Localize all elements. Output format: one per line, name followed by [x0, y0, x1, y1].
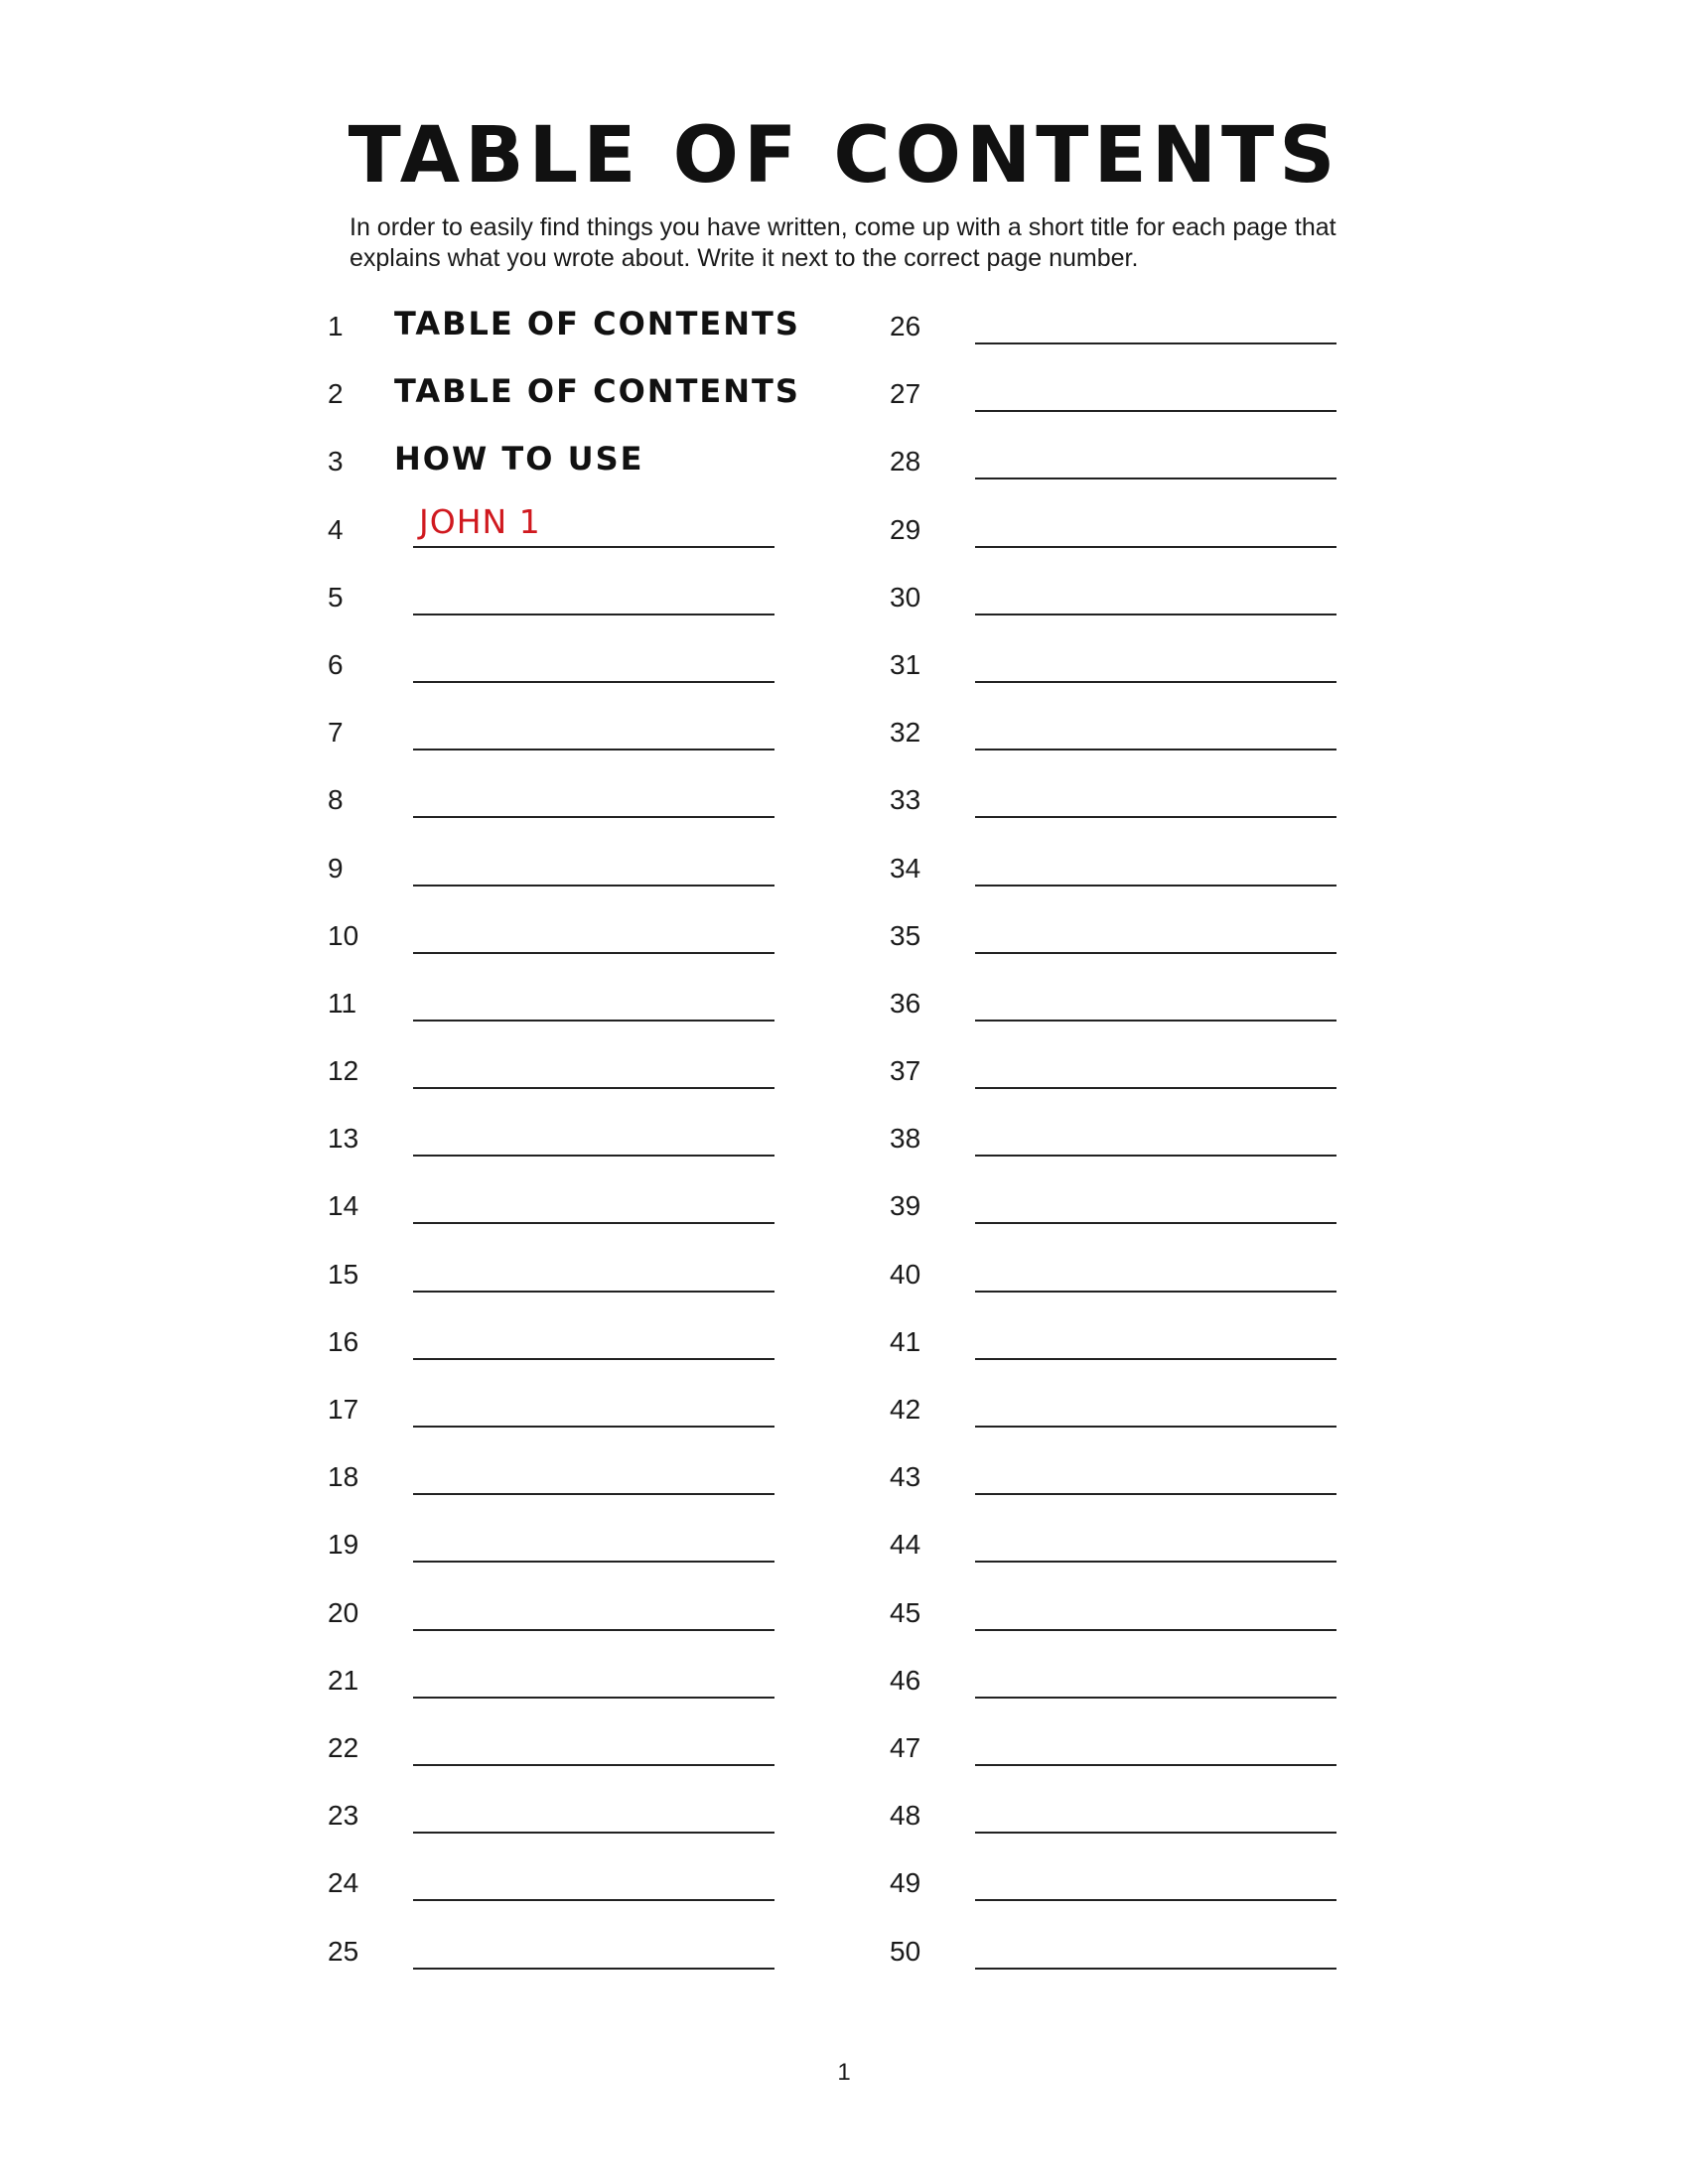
toc-row [328, 1518, 824, 1585]
toc-row [888, 367, 1384, 435]
page-number-label: 31 [890, 648, 921, 680]
title-write-line[interactable] [975, 1629, 1336, 1631]
page-number-label: 21 [328, 1664, 359, 1696]
title-write-line[interactable] [975, 749, 1336, 751]
page-number-label: 24 [328, 1867, 359, 1899]
title-write-line[interactable] [413, 885, 774, 887]
page-number-label: 9 [328, 852, 344, 884]
toc-row [888, 1721, 1384, 1789]
toc-row [328, 1179, 824, 1247]
toc-row [888, 300, 1384, 367]
page-number-label: 36 [890, 987, 921, 1019]
page-number-label: 42 [890, 1394, 921, 1425]
title-write-line[interactable] [975, 1087, 1336, 1089]
toc-row [888, 435, 1384, 502]
title-write-line[interactable] [975, 614, 1336, 615]
page-number-label: 6 [328, 648, 344, 680]
page-number-label: 38 [890, 1123, 921, 1155]
toc-row [328, 1789, 824, 1856]
page-number-label: 16 [328, 1325, 359, 1357]
toc-row [888, 1654, 1384, 1721]
title-write-line[interactable] [413, 1291, 774, 1293]
page-number-label: 13 [328, 1123, 359, 1155]
page-title: TABLE OF CONTENTS [348, 111, 1340, 201]
page-number-label: 12 [328, 1055, 359, 1087]
page-number-label: 50 [890, 1935, 921, 1967]
toc-row [888, 1383, 1384, 1450]
toc-column-right [888, 300, 1384, 1992]
toc-row [328, 1450, 824, 1518]
title-write-line[interactable] [413, 1087, 774, 1089]
toc-row [888, 842, 1384, 909]
toc-row [888, 1518, 1384, 1585]
toc-row [888, 503, 1384, 571]
title-write-line[interactable] [975, 478, 1336, 479]
page-number-label: 22 [328, 1731, 359, 1763]
title-write-line[interactable] [975, 1291, 1336, 1293]
toc-row [328, 1383, 824, 1450]
title-write-line[interactable] [975, 1020, 1336, 1022]
toc-row [328, 842, 824, 909]
title-write-line[interactable] [413, 816, 774, 818]
page-number-label: 33 [890, 784, 921, 816]
toc-row [888, 909, 1384, 977]
title-write-line[interactable] [975, 816, 1336, 818]
page-number-label: 44 [890, 1529, 921, 1561]
page-number-label: 34 [890, 852, 921, 884]
page-number-label: 45 [890, 1596, 921, 1628]
page-number-label: 49 [890, 1867, 921, 1899]
title-write-line[interactable] [975, 1832, 1336, 1834]
title-write-line[interactable] [413, 1968, 774, 1970]
toc-row [328, 1044, 824, 1112]
title-write-line[interactable] [975, 1561, 1336, 1563]
title-write-line[interactable] [413, 1155, 774, 1157]
toc-row [328, 1315, 824, 1383]
toc-row [888, 1248, 1384, 1315]
toc-row [328, 773, 824, 841]
title-write-line[interactable] [413, 1426, 774, 1428]
toc-row [888, 773, 1384, 841]
page-number-label: 11 [328, 987, 357, 1019]
page-number-label: 47 [890, 1731, 921, 1763]
toc-row [888, 1586, 1384, 1654]
page-number-label: 3 [328, 446, 344, 478]
title-write-line[interactable] [975, 546, 1336, 548]
toc-row [328, 977, 824, 1044]
page-number-label: 18 [328, 1461, 359, 1493]
printed-entry: TABLE OF CONTENTS [394, 305, 800, 342]
toc-row [888, 1179, 1384, 1247]
page-number-label: 19 [328, 1529, 359, 1561]
toc-row [888, 1315, 1384, 1383]
title-write-line[interactable] [975, 1764, 1336, 1766]
title-write-line[interactable] [413, 749, 774, 751]
page-number-label: 46 [890, 1664, 921, 1696]
page-number-label: 48 [890, 1800, 921, 1832]
toc-row [328, 706, 824, 773]
toc-row [328, 1112, 824, 1179]
title-write-line[interactable] [975, 342, 1336, 344]
title-write-line[interactable] [975, 1358, 1336, 1360]
handwritten-entry: JOHN 1 [419, 501, 541, 541]
page-number: 1 [837, 2059, 851, 2086]
page-number-label: 1 [328, 311, 344, 341]
page-number-label: 4 [328, 513, 344, 545]
page-number-label: 8 [328, 784, 344, 816]
toc-row [328, 435, 824, 502]
toc-row [328, 300, 824, 367]
page-number-label: 37 [890, 1055, 921, 1087]
printed-entry: HOW TO USE [394, 440, 644, 478]
toc-row [328, 503, 824, 571]
toc-row [888, 1450, 1384, 1518]
title-write-line[interactable] [413, 1899, 774, 1901]
toc-column-left [328, 300, 824, 1992]
title-write-line[interactable] [975, 1222, 1336, 1224]
page-number-label: 28 [890, 446, 921, 478]
title-write-line[interactable] [975, 1493, 1336, 1495]
toc-row [328, 1586, 824, 1654]
title-write-line[interactable] [975, 1697, 1336, 1699]
title-write-line[interactable] [413, 1629, 774, 1631]
toc-row [888, 977, 1384, 1044]
toc-row [328, 571, 824, 638]
title-write-line[interactable] [413, 1561, 774, 1563]
page-number-label: 29 [890, 513, 921, 545]
page-number-label: 35 [890, 919, 921, 951]
page-number-label: 14 [328, 1190, 359, 1222]
page-number-label: 5 [328, 581, 344, 613]
toc-row [328, 638, 824, 706]
title-write-line[interactable] [413, 1222, 774, 1224]
title-write-line[interactable] [975, 410, 1336, 412]
title-write-line[interactable] [413, 681, 774, 683]
title-write-line[interactable] [413, 1764, 774, 1766]
page-number-label: 17 [328, 1394, 359, 1425]
title-write-line[interactable] [413, 1493, 774, 1495]
page-number-label: 26 [890, 311, 921, 341]
title-write-line[interactable] [975, 1968, 1336, 1970]
title-write-line[interactable] [975, 1899, 1336, 1901]
title-write-line[interactable] [413, 952, 774, 954]
toc-row [888, 1925, 1384, 1992]
page-number-label: 10 [328, 919, 359, 951]
page-number-label: 2 [328, 378, 344, 410]
printed-entry: TABLE OF CONTENTS [394, 372, 800, 411]
toc-row [328, 1925, 824, 1992]
title-write-line[interactable] [413, 1358, 774, 1360]
page-number-label: 40 [890, 1258, 921, 1290]
toc-row [328, 1248, 824, 1315]
page-number-label: 39 [890, 1190, 921, 1222]
title-write-line[interactable] [413, 614, 774, 615]
title-write-line[interactable] [413, 1697, 774, 1699]
toc-row [328, 1856, 824, 1924]
toc-row [888, 638, 1384, 706]
instructions-text: In order to easily find things you have written, come up with a short title for each page that explains what you wrote about. Write it next to the correct page number. [350, 213, 1336, 272]
title-write-line[interactable] [975, 1155, 1336, 1157]
toc-row [888, 1789, 1384, 1856]
title-write-line[interactable] [413, 1020, 774, 1022]
page-number-label: 41 [890, 1325, 921, 1357]
title-write-line[interactable] [975, 885, 1336, 887]
title-write-line[interactable] [975, 952, 1336, 954]
page-number-label: 32 [890, 717, 921, 749]
page-number-label: 30 [890, 581, 921, 613]
toc-row [328, 1721, 824, 1789]
toc-row [888, 1112, 1384, 1179]
title-write-line[interactable] [413, 1832, 774, 1834]
page-number-label: 7 [328, 717, 344, 749]
page-number-label: 43 [890, 1461, 921, 1493]
page-number-label: 27 [890, 378, 921, 410]
page-number-label: 20 [328, 1596, 359, 1628]
title-write-line[interactable] [975, 681, 1336, 683]
toc-row [328, 909, 824, 977]
title-write-line[interactable] [413, 546, 774, 548]
toc-row [888, 571, 1384, 638]
toc-row [888, 1044, 1384, 1112]
page-number-label: 15 [328, 1258, 359, 1290]
toc-row [328, 1654, 824, 1721]
toc-row [328, 367, 824, 435]
page-number-label: 25 [328, 1935, 359, 1967]
title-write-line[interactable] [975, 1426, 1336, 1428]
toc-row [888, 706, 1384, 773]
page-number-label: 23 [328, 1800, 359, 1832]
toc-row [888, 1856, 1384, 1924]
